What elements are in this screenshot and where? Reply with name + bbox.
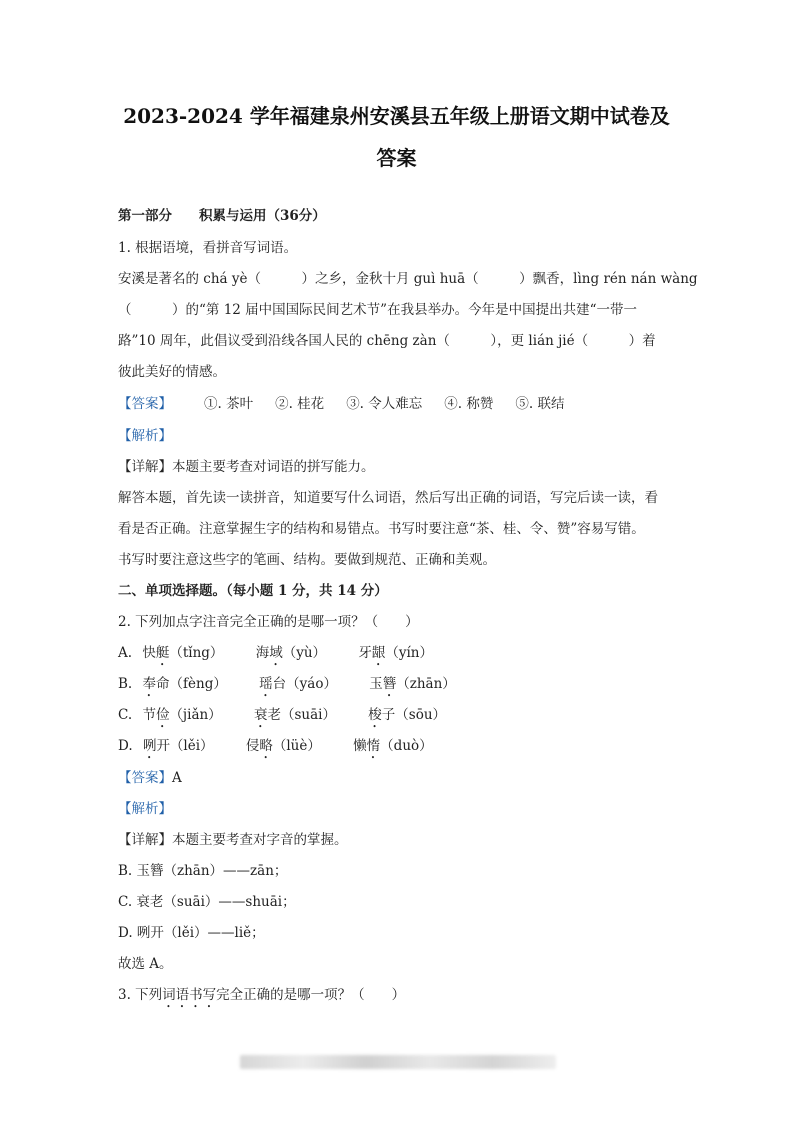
q2-correction: D. 咧开（lěi）——liě； xyxy=(118,925,265,941)
answer-item: ②. 桂花 xyxy=(275,396,325,412)
answer-item: ①. 茶叶 xyxy=(204,396,254,412)
q3-stem xyxy=(118,986,405,1011)
dotted-char: 奉 xyxy=(142,676,157,692)
q1-answer-row xyxy=(118,395,564,413)
q2-option-d: D. 咧开（lěi） 侵略（lüè） 懒惰（duò） xyxy=(118,737,433,762)
answer-label: 【答案】 xyxy=(118,770,172,786)
q2-detail xyxy=(118,831,348,849)
answer-label: 【答案】 xyxy=(118,396,172,412)
q2-option-c: C. 节俭（jiǎn） 衰老（suāi） 梭子（sōu） xyxy=(118,706,446,731)
dotted-char: 咧 xyxy=(142,738,157,754)
section2-heading: 二、单项选择题。（每小题 1 分，共 14 分） xyxy=(118,583,388,599)
document-title-line2: 答案 xyxy=(376,146,417,170)
document-title-line1: 2023-2024 学年福建泉州安溪县五年级上册语文期中试卷及 xyxy=(123,104,670,128)
option-letter: A. xyxy=(118,645,133,661)
q1-explanation-line: 解答本题，首先读一读拼音，知道要写什么词语，然后写出正确的词语，写完后读一读，看 xyxy=(118,490,658,506)
q1-detail xyxy=(118,458,375,476)
detail-text: 本题主要考查对字音的掌握。 xyxy=(172,832,348,848)
option-letter: B. xyxy=(118,676,133,692)
dotted-char: 略 xyxy=(259,738,273,754)
q1-explanation-line: 看是否正确。注意掌握生字的结构和易错点。书写时要注意“茶、桂、令、赞”容易写错。 xyxy=(118,521,645,537)
detail-text: 本题主要考查对词语的拼写能力。 xyxy=(172,459,375,475)
q2-option-b: B. 奉命（fèng） 瑶台（yáo） 玉簪（zhān） xyxy=(118,675,456,700)
q2-correction: C. 衰老（suāi）——shuāi； xyxy=(118,894,296,910)
dotted-char: 瑶 xyxy=(259,676,273,692)
answer-value: A xyxy=(172,770,182,786)
answer-item: ③. 令人难忘 xyxy=(346,396,423,412)
q2-analysis-label: 【解析】 xyxy=(118,801,172,817)
q3-stem-dotted: 词语书写 xyxy=(162,987,217,1003)
answer-item: ⑤. 联结 xyxy=(515,396,565,412)
answer-item: ④. 称赞 xyxy=(444,396,494,412)
q2-conclusion: 故选 A。 xyxy=(118,956,173,972)
blurred-footer xyxy=(240,1055,556,1069)
q1-stem: 1. 根据语境，看拼音写词语。 xyxy=(118,240,298,256)
option-letter: D. xyxy=(118,738,133,754)
option-letter: C. xyxy=(118,707,133,723)
q3-stem-suffix: 完全正确的是哪一项？（ ） xyxy=(216,987,406,1003)
q1-analysis-label: 【解析】 xyxy=(118,428,172,444)
detail-label: 【详解】 xyxy=(118,459,172,475)
q1-passage-line: 安溪是著名的 chá yè（ ）之乡，金秋十月 guì huā（ ）飘香，lìng rén nán wàng xyxy=(118,271,698,287)
q2-option-a: A. 快艇（tǐng） 海域（yù） 牙龈（yín） xyxy=(118,644,433,669)
q1-passage-line: 路”10 周年，此倡议受到沿线各国人民的 chēng zàn（ ），更 lián jié（ ）着 xyxy=(118,333,656,349)
dotted-char: 衰 xyxy=(253,707,268,723)
q1-passage-line: （ ）的“第 12 届中国国际民间艺术节”在我县举办。今年是中国提出共建“一带一 xyxy=(118,302,637,318)
q3-stem-prefix: 3. 下列 xyxy=(118,987,163,1003)
detail-label: 【详解】 xyxy=(118,832,172,848)
section1-heading: 第一部分 积累与运用（36分） xyxy=(118,208,326,224)
dotted-char: 域 xyxy=(269,645,283,661)
q2-correction: B. 玉簪（zhān）——zān； xyxy=(118,863,288,879)
dotted-char: 梭 xyxy=(368,707,382,723)
q2-stem: 2. 下列加点字注音完全正确的是哪一项？（ ） xyxy=(118,614,419,630)
q1-explanation-line: 书写时要注意这些字的笔画、结构。要做到规范、正确和美观。 xyxy=(118,552,496,568)
dotted-char: 惰 xyxy=(366,738,381,754)
dotted-char: 龈 xyxy=(371,645,386,661)
q1-passage-line: 彼此美好的情感。 xyxy=(118,364,226,380)
dotted-char: 艇 xyxy=(155,645,170,661)
dotted-char: 簪 xyxy=(382,676,397,692)
q2-answer-row xyxy=(118,769,182,787)
dotted-char: 俭 xyxy=(155,707,170,723)
